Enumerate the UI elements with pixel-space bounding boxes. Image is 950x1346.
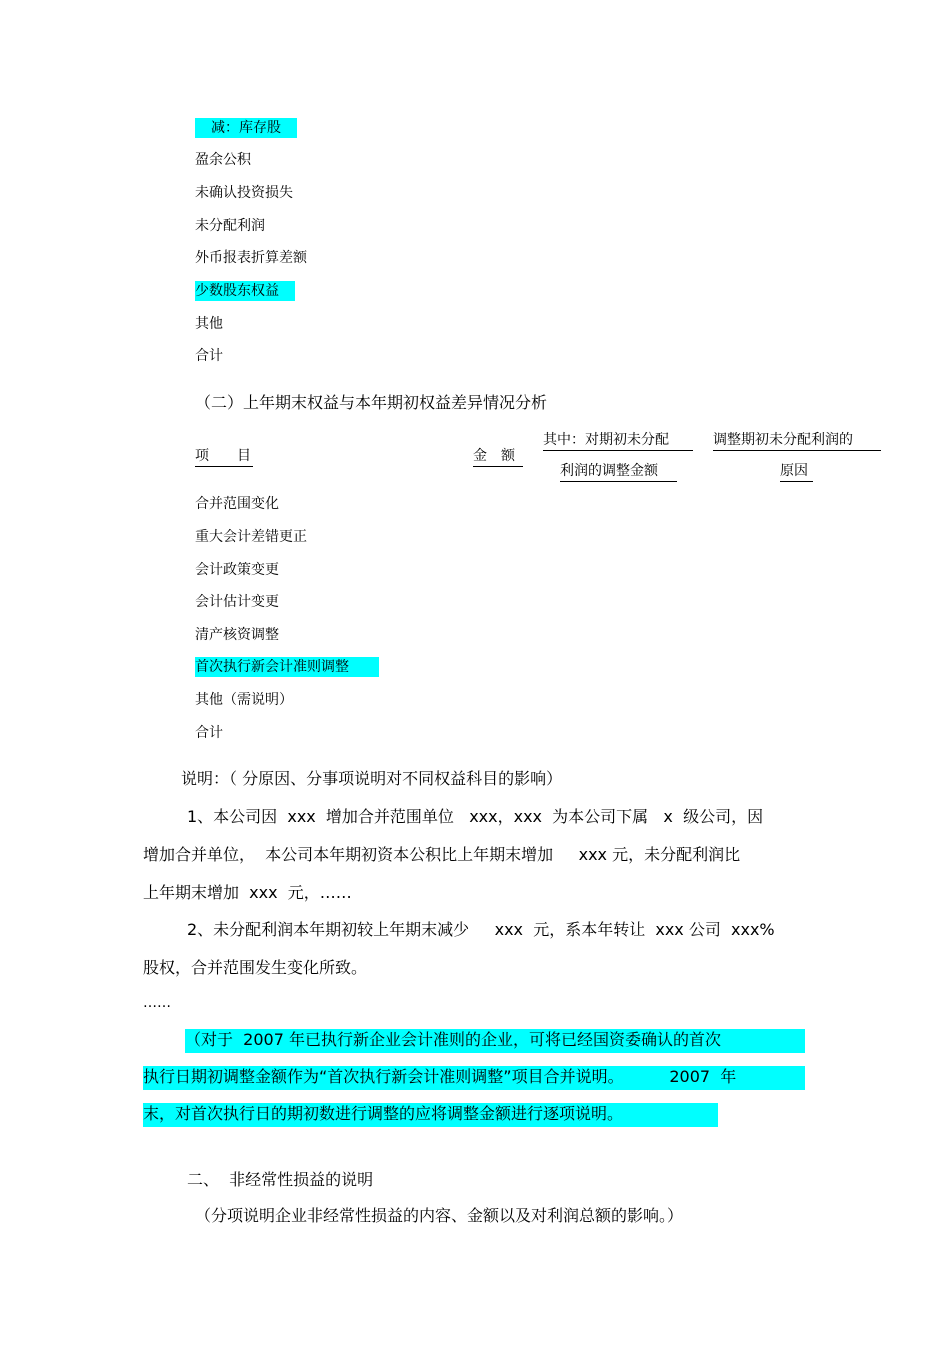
section-two-description: （分项说明企业非经常性损益的内容、金额以及对利润总额的影响。） — [195, 1206, 684, 1225]
equity-item-surplus-reserve: 盈余公积 — [195, 152, 251, 168]
equity-item-total: 合计 — [195, 348, 223, 364]
row-accounting-policy-change: 会计政策变更 — [195, 562, 279, 578]
row-asset-verification-adjustment: 清产核资调整 — [195, 627, 279, 643]
equity-item-undistributed-profit: 未分配利润 — [195, 218, 265, 234]
col-header-reason-line2: 原因 — [780, 461, 813, 482]
note-ellipsis: …… — [143, 995, 171, 1011]
note-p1-line1: 1、本公司因 xxx 增加合并范围单位 xxx，xxx 为本公司下属 x 级公司，因 — [187, 807, 764, 826]
equity-item-fx-translation-difference: 外币报表折算差额 — [195, 250, 307, 266]
note-highlight-line1: （对于 2007 年已执行新企业会计准则的企业，可将已经国资委确认的首次 — [185, 1029, 805, 1053]
equity-item-other: 其他 — [195, 316, 223, 332]
row-consolidation-scope-change: 合并范围变化 — [195, 496, 279, 512]
col-header-reason-line1: 调整期初未分配利润的 — [713, 430, 881, 451]
note-highlight-line3: 末，对首次执行日的期初数进行调整的应将调整金额进行逐项说明。 — [143, 1103, 718, 1127]
note-p2-line2: 股权，合并范围发生变化所致。 — [143, 958, 368, 977]
col-header-item: 项 目 — [195, 446, 253, 467]
row-major-error-correction: 重大会计差错更正 — [195, 529, 307, 545]
equity-item-treasury-stock: 减：库存股 — [195, 118, 297, 138]
note-p1-line3: 上年期末增加 xxx 元，…… — [143, 883, 352, 902]
note-p1-line2: 增加合并单位， 本公司本年期初资本公积比上年期末增加 xxx 元，未分配利润比 — [143, 845, 741, 864]
row-first-adoption-adjustment: 首次执行新会计准则调整 — [195, 657, 379, 677]
row-other-explained: 其他（需说明） — [195, 692, 293, 708]
col-header-adjustment-line2: 利润的调整金额 — [560, 461, 677, 482]
note-p2-line1: 2、未分配利润本年期初较上年期末减少 xxx 元，系本年转让 xxx 公司 xxx% — [187, 920, 775, 939]
section-two-title: 二、 非经常性损益的说明 — [187, 1170, 374, 1189]
note-label: 说明：（ 分原因、分事项说明对不同权益科目的影响） — [181, 769, 563, 788]
col-header-amount: 金 额 — [473, 446, 523, 467]
col-header-adjustment-line1: 其中：对期初未分配 — [543, 430, 693, 451]
row-accounting-estimate-change: 会计估计变更 — [195, 594, 279, 610]
row-total: 合计 — [195, 725, 223, 741]
section-2-title: （二）上年期末权益与本年期初权益差异情况分析 — [195, 393, 548, 412]
equity-item-unrecognized-investment-loss: 未确认投资损失 — [195, 185, 293, 201]
note-highlight-line2: 执行日期初调整金额作为“首次执行新会计准则调整”项目合并说明。 2007 年 — [143, 1066, 805, 1090]
equity-item-minority-interest: 少数股东权益 — [195, 281, 295, 301]
